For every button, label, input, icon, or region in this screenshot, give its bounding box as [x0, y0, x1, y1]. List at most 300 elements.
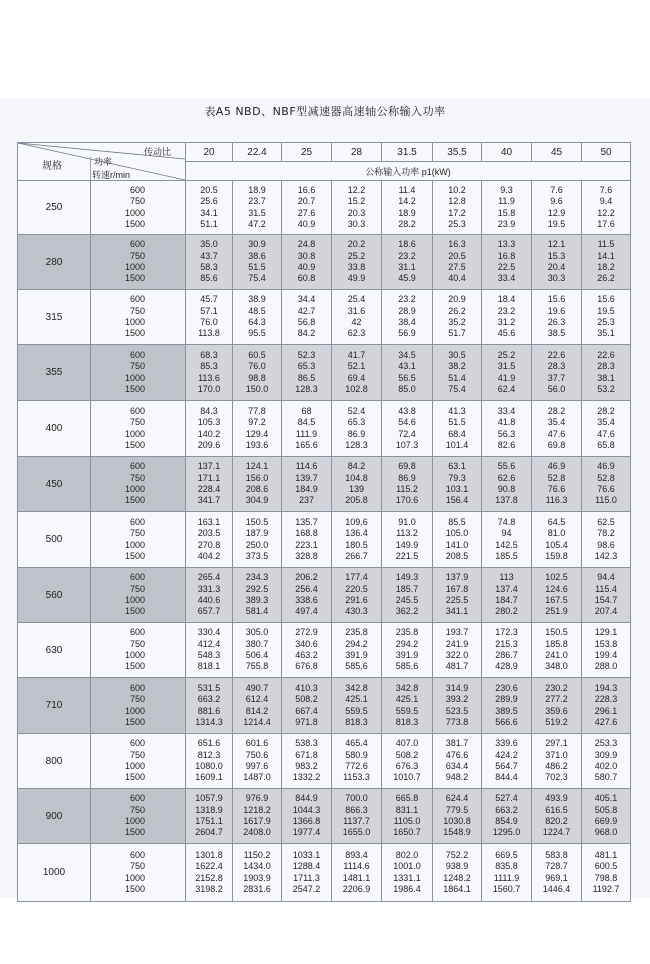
power-value: 1560.7 — [492, 883, 521, 894]
power-cell — [282, 512, 332, 568]
speed-value: 750 — [129, 804, 145, 815]
power-value: 97.2 — [248, 417, 266, 428]
power-value: 19.5 — [597, 305, 615, 316]
power-cell — [582, 235, 631, 290]
power-cell — [433, 844, 482, 902]
power-value: 1111.9 — [493, 872, 520, 883]
power-value: 170.0 — [197, 383, 221, 394]
power-cell — [332, 345, 382, 401]
power-cell — [282, 623, 332, 678]
power-value: 506.4 — [245, 650, 269, 660]
power-value: 76.6 — [597, 484, 615, 494]
speed-value: 600 — [129, 572, 145, 583]
power-value: 26.2 — [448, 305, 466, 316]
power-value: 581.4 — [245, 606, 269, 617]
power-value: 291.6 — [345, 595, 368, 605]
speed-value: 600 — [129, 184, 145, 195]
power-value: 68.3 — [200, 349, 218, 360]
power-value: 230.2 — [545, 682, 568, 693]
power-value: 62.3 — [347, 328, 366, 339]
power-value: 45.7 — [200, 294, 218, 305]
power-value: 51.5 — [448, 417, 466, 428]
power-cell — [233, 512, 282, 568]
ratio-cell: 40 — [482, 143, 532, 162]
power-value: 136.4 — [345, 528, 368, 539]
power-value: 205.8 — [345, 495, 368, 506]
power-value: 52.8 — [547, 472, 566, 483]
power-value: 294.2 — [345, 638, 368, 649]
speed-label: 转速r/min — [92, 170, 130, 180]
power-cell — [282, 678, 332, 734]
power-value: 752.2 — [445, 849, 469, 860]
size-label: 规格 — [42, 161, 62, 172]
speed-value: 1000 — [124, 262, 145, 272]
power-value: 105.4 — [545, 539, 568, 550]
power-cell — [532, 623, 582, 678]
power-value: 46.9 — [597, 461, 615, 472]
power-value: 43.7 — [200, 250, 218, 261]
power-value: 171.1 — [197, 472, 221, 483]
power-value: 107.3 — [395, 439, 419, 450]
power-cell — [186, 181, 233, 235]
table-row — [18, 401, 631, 457]
power-value: 237 — [298, 495, 315, 506]
power-value: 156.4 — [445, 495, 469, 506]
power-value: 86.9 — [398, 472, 416, 483]
speed-value: 600 — [129, 738, 145, 749]
power-cell — [186, 345, 233, 401]
speed-value: 1500 — [124, 716, 145, 727]
power-cell — [532, 457, 582, 512]
power-value: 185.5 — [495, 550, 518, 561]
power-value: 23.7 — [248, 196, 266, 207]
speed-value: 1000 — [124, 816, 145, 826]
power-value: 667.4 — [295, 705, 318, 716]
power-value: 304.9 — [245, 495, 269, 506]
power-value: 634.4 — [445, 761, 469, 771]
power-value: 14.1 — [597, 250, 615, 261]
power-value: 115.2 — [396, 484, 418, 494]
power-cell — [186, 678, 233, 734]
power-value: 154.7 — [594, 595, 618, 605]
power-value: 314.9 — [445, 682, 469, 693]
power-value: 31.5 — [248, 207, 266, 218]
power-cell — [282, 235, 332, 290]
power-value: 531.5 — [197, 682, 221, 693]
power-value: 938.9 — [445, 861, 469, 872]
power-cell — [433, 345, 482, 401]
power-cell — [582, 290, 631, 345]
power-value: 35.1 — [597, 328, 615, 339]
power-value: 84.3 — [200, 405, 218, 416]
power-value: 12.1 — [547, 239, 566, 250]
speed-cell — [91, 401, 186, 457]
power-value: 893.4 — [345, 849, 368, 860]
power-cell — [382, 181, 433, 235]
power-value: 702.3 — [545, 772, 568, 783]
power-value: 519.2 — [545, 716, 568, 727]
speed-value: 750 — [129, 196, 145, 207]
power-value: 11.5 — [597, 239, 615, 250]
power-value: 465.4 — [345, 738, 368, 749]
power-cell — [233, 678, 282, 734]
power-label: 功率 — [94, 157, 113, 167]
power-value: 68 — [301, 405, 312, 416]
speed-value: 1500 — [124, 827, 145, 838]
power-value: 137.9 — [445, 572, 469, 583]
power-value: 818.3 — [395, 716, 419, 727]
power-value: 341.1 — [445, 606, 469, 617]
size-cell: 630 — [18, 623, 91, 678]
power-value: 62.5 — [597, 516, 615, 527]
power-value: 755.8 — [245, 661, 269, 672]
power-value: 84.2 — [347, 461, 366, 472]
ratio-cell: 31.5 — [382, 143, 433, 162]
power-value: 277.2 — [545, 694, 568, 705]
power-value: 228.4 — [197, 484, 221, 494]
power-cell — [186, 844, 233, 902]
power-value: 844.9 — [295, 793, 318, 804]
power-value: 56.3 — [497, 428, 516, 439]
power-value: 62.4 — [497, 383, 516, 394]
speed-cell — [91, 235, 186, 290]
speed-value: 750 — [129, 694, 145, 705]
power-value: 391.9 — [395, 650, 419, 660]
power-value: 17.6 — [597, 218, 615, 229]
ratio-cell: 50 — [582, 143, 631, 162]
power-value: 187.9 — [245, 528, 269, 539]
power-value: 15.6 — [547, 294, 566, 305]
speed-value: 1000 — [124, 595, 145, 605]
power-value: 15.8 — [497, 207, 516, 218]
power-value: 102.5 — [545, 572, 568, 583]
power-value: 63.1 — [448, 461, 466, 472]
power-value: 68.4 — [448, 428, 466, 439]
power-value: 241.0 — [545, 650, 568, 660]
power-value: 3198.2 — [195, 883, 223, 894]
speed-cell — [91, 290, 186, 345]
power-value: 20.3 — [347, 207, 366, 218]
power-cell — [332, 181, 382, 235]
power-value: 46.9 — [547, 461, 566, 472]
power-cell — [282, 789, 332, 844]
table-row — [18, 623, 631, 678]
power-value: 24.8 — [297, 239, 316, 250]
power-value: 476.6 — [445, 749, 469, 760]
power-cell — [582, 401, 631, 457]
power-value: 35.2 — [448, 317, 466, 327]
power-value: 1332.2 — [292, 772, 321, 783]
power-cell — [233, 568, 282, 623]
speed-cell — [91, 345, 186, 401]
power-value: 30.5 — [448, 349, 466, 360]
power-value: 115.4 — [595, 583, 617, 594]
power-value: 113.8 — [198, 328, 220, 339]
power-value: 1711.3 — [293, 872, 320, 883]
power-cell — [282, 181, 332, 235]
power-cell — [282, 345, 332, 401]
power-value: 128.3 — [295, 383, 318, 394]
power-value: 798.8 — [594, 872, 618, 883]
power-value: 168.8 — [295, 528, 318, 539]
power-value: 60.8 — [297, 273, 316, 284]
power-value: 28.2 — [398, 218, 416, 229]
power-value: 523.5 — [445, 705, 469, 716]
power-cell — [433, 568, 482, 623]
power-value: 94.4 — [597, 572, 615, 583]
power-value: 38.4 — [398, 317, 416, 327]
power-value: 424.2 — [495, 749, 518, 760]
power-value: 55.6 — [497, 461, 516, 472]
power-value: 339.6 — [495, 738, 518, 749]
power-value: 103.1 — [445, 484, 469, 494]
power-value: 235.8 — [395, 627, 419, 638]
power-value: 22.5 — [497, 262, 516, 272]
power-cell — [482, 568, 532, 623]
size-cell: 560 — [18, 568, 91, 623]
power-value: 48.5 — [248, 305, 266, 316]
speed-value: 1000 — [124, 484, 145, 494]
power-value: 2408.0 — [243, 827, 271, 838]
power-cell — [433, 512, 482, 568]
power-value: 971.8 — [295, 716, 318, 727]
power-value: 1331.1 — [393, 872, 421, 883]
power-cell — [433, 789, 482, 844]
power-cell — [186, 734, 233, 789]
power-value: 38.2 — [448, 361, 466, 372]
power-value: 23.2 — [398, 294, 416, 305]
power-value: 199.4 — [594, 650, 618, 660]
power-value: 159.8 — [545, 550, 568, 561]
power-value: 207.4 — [594, 606, 618, 617]
power-value: 1288.4 — [292, 861, 321, 872]
power-value: 62.6 — [497, 472, 516, 483]
power-value: 65.3 — [297, 361, 316, 372]
power-value: 2547.2 — [292, 883, 321, 894]
power-value: 493.9 — [545, 793, 568, 804]
power-value: 11.9 — [498, 196, 515, 207]
power-value: 52.4 — [347, 405, 366, 416]
power-value: 113 — [499, 572, 514, 583]
speed-value: 1500 — [124, 883, 145, 894]
power-value: 43.8 — [398, 405, 416, 416]
power-value: 7.6 — [599, 184, 613, 195]
power-value: 185.8 — [545, 638, 568, 649]
power-value: 508.2 — [395, 749, 419, 760]
power-value: 113.6 — [198, 372, 220, 383]
power-value: 139 — [348, 484, 365, 494]
power-value: 41.3 — [448, 405, 466, 416]
power-cell — [482, 345, 532, 401]
power-cell — [582, 568, 631, 623]
power-value: 56.5 — [398, 372, 416, 383]
power-cell — [482, 401, 532, 457]
power-value: 538.3 — [295, 738, 318, 749]
power-value: 64.3 — [248, 317, 266, 327]
table-row — [18, 678, 631, 734]
speed-cell — [91, 789, 186, 844]
power-value: 266.7 — [345, 550, 368, 561]
power-value: 342.8 — [395, 682, 419, 693]
power-value: 142.5 — [495, 539, 518, 550]
power-cell — [382, 457, 433, 512]
power-cell — [332, 512, 382, 568]
power-value: 1295.0 — [492, 827, 521, 838]
power-value: 26.3 — [547, 317, 566, 327]
power-value: 812.3 — [197, 749, 221, 760]
power-value: 294.2 — [395, 638, 419, 649]
power-value: 34.5 — [398, 349, 416, 360]
power-cell — [482, 844, 532, 902]
power-value: 968.0 — [594, 827, 618, 838]
power-cell — [582, 512, 631, 568]
speed-value: 1500 — [124, 606, 145, 617]
speed-value: 750 — [129, 361, 145, 372]
power-value: 45.9 — [398, 273, 416, 284]
power-value: 1446.4 — [542, 883, 571, 894]
power-value: 1751.1 — [195, 816, 223, 826]
power-value: 185.7 — [395, 583, 419, 594]
power-value: 38.6 — [248, 250, 266, 261]
power-value: 221.5 — [395, 550, 419, 561]
power-cell — [186, 789, 233, 844]
power-value: 27.6 — [297, 207, 316, 218]
power-value: 559.5 — [395, 705, 419, 716]
speed-value: 750 — [129, 417, 145, 428]
power-cell — [382, 290, 433, 345]
power-value: 585.6 — [395, 661, 419, 672]
power-cell — [382, 345, 433, 401]
power-value: 338.6 — [295, 595, 318, 605]
power-value: 1137.7 — [343, 816, 370, 826]
power-value: 184.7 — [495, 595, 518, 605]
power-value: 194.3 — [594, 682, 618, 693]
power-value: 12.9 — [547, 207, 566, 218]
power-value: 40.9 — [297, 262, 316, 272]
power-value: 10.2 — [448, 184, 466, 195]
power-value: 772.6 — [345, 761, 368, 771]
power-cell — [482, 789, 532, 844]
power-value: 113.2 — [396, 528, 418, 539]
power-value: 137.4 — [495, 583, 518, 594]
power-value: 172.3 — [495, 627, 518, 638]
power-value: 676.8 — [295, 661, 318, 672]
speed-cell — [91, 568, 186, 623]
power-cell — [233, 181, 282, 235]
power-cell — [332, 678, 382, 734]
power-value: 28.9 — [398, 305, 416, 316]
power-value: 20.9 — [448, 294, 466, 305]
power-value: 30.3 — [347, 218, 366, 229]
power-cell — [582, 844, 631, 902]
power-value: 65.3 — [347, 417, 366, 428]
power-value: 1617.9 — [243, 816, 271, 826]
speed-value: 1000 — [124, 539, 145, 550]
table-row — [18, 844, 631, 902]
size-cell: 315 — [18, 290, 91, 345]
power-value: 184.9 — [295, 484, 318, 494]
speed-value: 600 — [129, 627, 145, 638]
speed-value: 600 — [129, 349, 145, 360]
power-value: 234.3 — [245, 572, 269, 583]
power-value: 296.1 — [594, 705, 618, 716]
power-value: 818.3 — [345, 716, 368, 727]
power-value: 101.4 — [445, 439, 469, 450]
size-cell: 250 — [18, 181, 91, 235]
power-value: 566.6 — [495, 716, 518, 727]
power-value: 129.1 — [594, 627, 618, 638]
power-value: 663.2 — [197, 694, 221, 705]
power-cell — [482, 678, 532, 734]
power-value: 976.9 — [245, 793, 269, 804]
power-value: 69.4 — [347, 372, 366, 383]
power-cell — [382, 401, 433, 457]
power-value: 309.9 — [594, 749, 618, 760]
power-value: 256.4 — [295, 583, 318, 594]
power-value: 41.8 — [497, 417, 516, 428]
power-value: 393.2 — [445, 694, 469, 705]
power-value: 1057.9 — [195, 793, 223, 804]
speed-value: 1500 — [124, 383, 145, 394]
power-value: 40.4 — [448, 273, 466, 284]
ratio-cell: 45 — [532, 143, 582, 162]
power-value: 150.0 — [245, 383, 269, 394]
power-value: 1010.7 — [393, 772, 421, 783]
power-value: 51.5 — [248, 262, 266, 272]
power-cell — [532, 734, 582, 789]
power-value: 250.0 — [245, 539, 269, 550]
power-value: 52.1 — [347, 361, 366, 372]
ratio-header-row — [18, 143, 631, 162]
power-cell — [233, 734, 282, 789]
power-value: 85.6 — [200, 273, 218, 284]
speed-cell — [91, 512, 186, 568]
power-cell — [332, 235, 382, 290]
speed-value: 1000 — [124, 207, 145, 218]
power-cell — [532, 512, 582, 568]
power-value: 28.2 — [547, 405, 566, 416]
power-value: 802.0 — [395, 849, 419, 860]
power-value: 54.6 — [398, 417, 416, 428]
power-value: 47.6 — [547, 428, 566, 439]
power-value: 9.3 — [500, 184, 513, 195]
power-cell — [582, 623, 631, 678]
power-value: 305.0 — [245, 627, 269, 638]
power-value: 86.9 — [347, 428, 366, 439]
power-value: 53.2 — [597, 383, 615, 394]
speed-value: 1000 — [124, 317, 145, 327]
speed-value: 600 — [129, 516, 145, 527]
power-value: 1224.7 — [542, 827, 571, 838]
power-cell — [233, 789, 282, 844]
power-value: 28.3 — [597, 361, 615, 372]
power-value: 104.8 — [345, 472, 368, 483]
power-value: 410.3 — [295, 682, 318, 693]
power-value: 866.3 — [345, 804, 368, 815]
power-value: 1001.0 — [393, 861, 421, 872]
power-value: 23.9 — [497, 218, 516, 229]
power-value: 2206.9 — [342, 883, 371, 894]
power-value: 359.6 — [545, 705, 568, 716]
power-cell — [332, 844, 382, 902]
power-value: 481.1 — [594, 849, 618, 860]
power-value: 135.7 — [295, 516, 318, 527]
power-cell — [382, 235, 433, 290]
power-value: 1105.0 — [393, 816, 421, 826]
power-cell — [382, 789, 433, 844]
table-row — [18, 512, 631, 568]
power-value: 38.5 — [547, 328, 566, 339]
